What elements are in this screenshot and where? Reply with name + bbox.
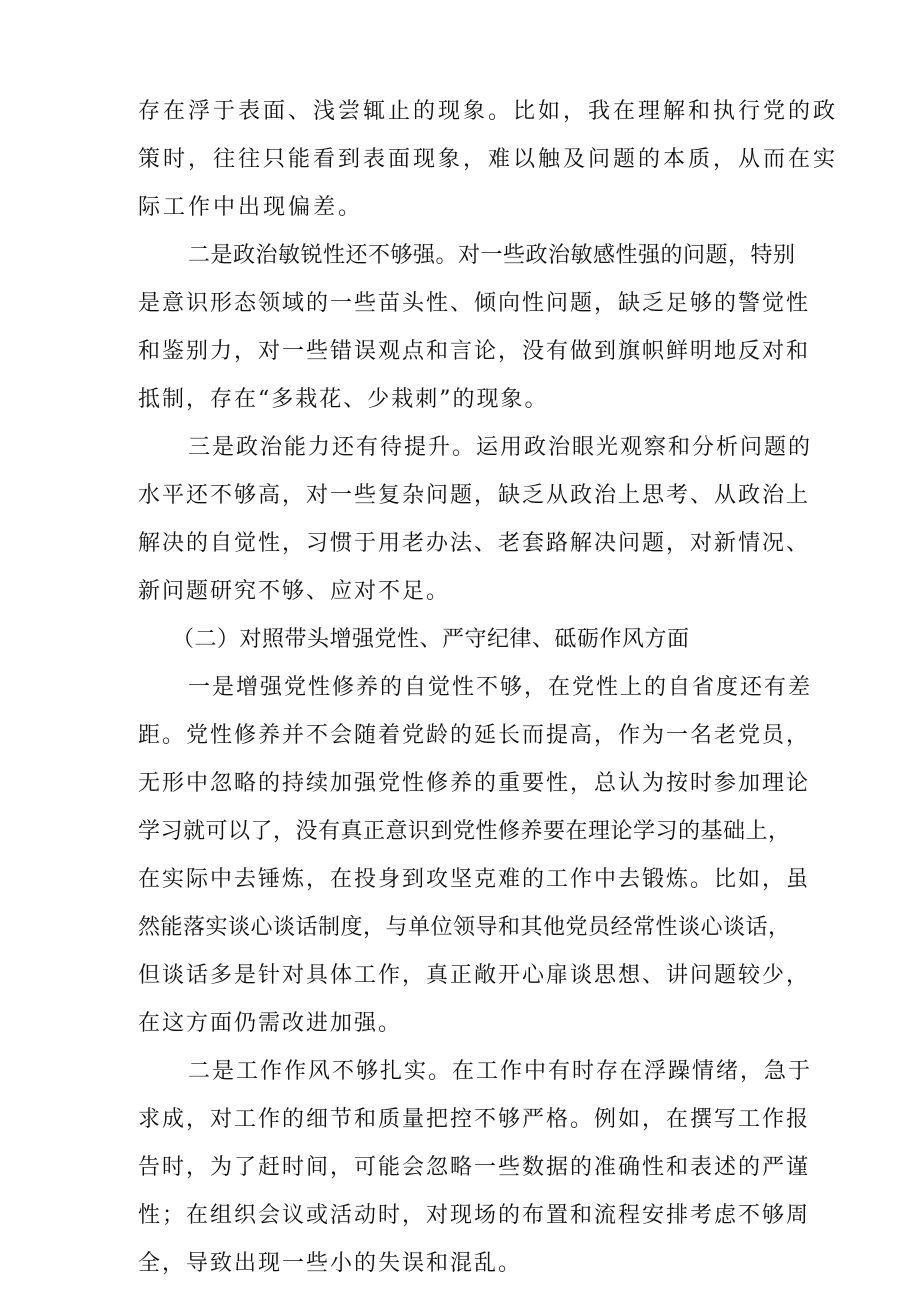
text-line: 距。党性修养并不会随着党龄的延长而提高，作为一名老党员， [138, 723, 811, 748]
text-line: 在这方面仍需改进加强。 [138, 1011, 403, 1036]
text-line: 但谈话多是针对具体工作，真正敞开心扉谈思想、讲问题较少， [138, 963, 811, 988]
text-line: 抵制，存在“多栽花、少栽刺”的现象。 [138, 387, 549, 412]
text-line: 存在浮于表面、浅尝辄止的现象。比如，我在理解和执行党的政 [138, 99, 839, 124]
text-line: 全，导致出现一些小的失误和混乱。 [138, 1251, 523, 1276]
text-line: 然能落实谈心谈话制度，与单位领导和其他党员经常性谈心谈话， [138, 915, 791, 940]
paragraph-political-capability [138, 424, 813, 616]
text-line: 性；在组织会议或活动时，对现场的布置和流程安排考虑不够周 [138, 1203, 811, 1228]
paragraph-party-spirit [138, 664, 813, 1048]
text-line: 二是政治敏锐性还不够强。对一些政治敏感性强的问题，特别 [188, 243, 796, 268]
paragraph-political-sensitivity [138, 232, 811, 424]
text-line: 策时，往往只能看到表面现象，难以触及问题的本质，从而在实 [138, 147, 839, 172]
text-line: 无形中忽略的持续加强党性修养的重要性，总认为按时参加理论 [138, 771, 811, 796]
text-line: 学习就可以了，没有真正意识到党性修养要在理论学习的基础上， [138, 819, 791, 844]
section-heading: （二）对照带头增强党性、严守纪律、砥砺作风方面 [172, 627, 690, 652]
text-line: 告时，为了赶时间，可能会忽略一些数据的准确性和表述的严谨 [138, 1155, 811, 1180]
text-line: 际工作中出现偏差。 [138, 195, 364, 220]
text-line: 新问题研究不够、应对不足。 [138, 579, 451, 604]
text-line: 解决的自觉性，习惯于用老办法、老套路解决问题，对新情况、 [138, 531, 811, 556]
document-page [138, 88, 839, 1288]
text-line: 在实际中去锤炼，在投身到攻坚克难的工作中去锻炼。比如，虽 [138, 867, 811, 892]
text-line: 三是政治能力还有待提升。运用政治眼光观察和分析问题的 [188, 435, 813, 460]
text-line: 和鉴别力，对一些错误观点和言论，没有做到旗帜鲜明地反对和 [138, 339, 811, 364]
text-line: 水平还不够高，对一些复杂问题，缺乏从政治上思考、从政治上 [138, 483, 811, 508]
text-line: 是意识形态领域的一些苗头性、倾向性问题，缺乏足够的警觉性 [138, 291, 811, 316]
paragraph-work-style [138, 1048, 813, 1288]
text-line: 求成，对工作的细节和质量把控不够严格。例如，在撰写工作报 [138, 1107, 811, 1132]
text-line: 二是工作作风不够扎实。在工作中有时存在浮躁情绪，急于 [188, 1059, 813, 1084]
text-line: 一是增强党性修养的自觉性不够，在党性上的自省度还有差 [188, 675, 813, 700]
paragraph-intro [138, 88, 839, 232]
